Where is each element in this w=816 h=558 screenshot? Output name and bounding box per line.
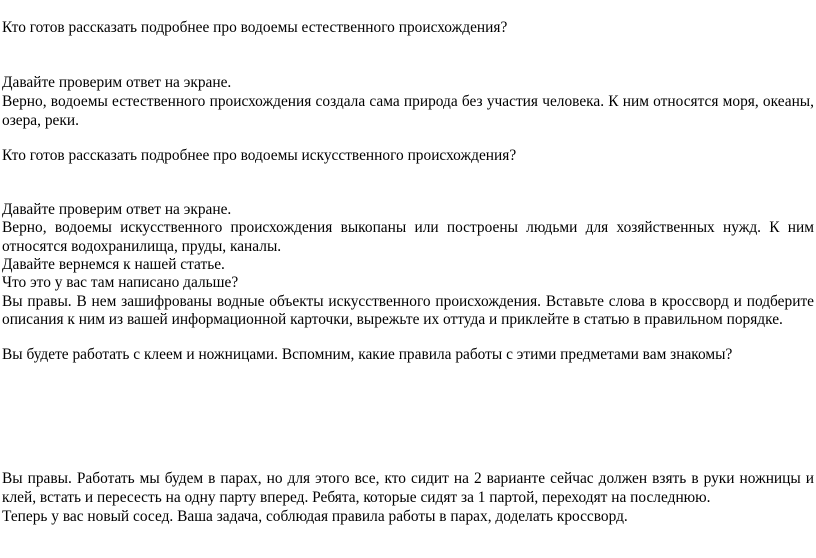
scissors-glue-rules-question: Вы будете работать с клеем и ножницами. Вспомним, какие правила работы с этими предметами вам знакомы?: [2, 346, 733, 363]
question-natural-water-bodies: Кто готов рассказать подробнее про водоемы естественного происхождения?: [2, 19, 508, 36]
answer-artificial-line-1: Верно, водоемы искусственного происхождения выкопаны или построены людьми для хозяйственных нужд. К ним: [2, 219, 814, 236]
pair-work-line-1: Вы правы. Работать мы будем в парах, но для этого все, кто сидит на 2 варианте сейчас должен взять в руки ножницы и: [2, 470, 814, 487]
crossword-instruction-line-2: описания к ним из вашей информационной карточки, вырежьте их оттуда и приклейте в статью в правильном порядке.: [2, 311, 783, 328]
answer-artificial-line-2: относятся водохранилища, пруды, каналы.: [2, 238, 282, 255]
crossword-instruction-line-1: Вы правы. В нем зашифрованы водные объекты искусственного происхождения. Вставьте слова в кроссворд и подберите: [2, 293, 814, 310]
question-what-is-written: Что это у вас там написано дальше?: [2, 274, 239, 291]
return-to-article-text: Давайте вернемся к нашей статье.: [2, 256, 225, 273]
question-artificial-water-bodies: Кто готов рассказать подробнее про водоемы искусственного происхождения?: [2, 147, 517, 164]
answer-natural-line-1: Верно, водоемы естественного происхождения создала сама природа без участия человека. К ним относятся моря, океаны,: [2, 93, 814, 110]
pair-work-line-3: Теперь у вас новый сосед. Ваша задача, соблюдая правила работы в парах, доделать кроссворд.: [2, 508, 628, 525]
check-answer-text: Давайте проверим ответ на экране.: [2, 74, 232, 91]
pair-work-line-2: клей, встать и пересесть на одну парту вперед. Ребята, которые сидят за 1 партой, переходят на последнюю.: [2, 489, 711, 506]
check-answer-text: Давайте проверим ответ на экране.: [2, 201, 232, 218]
answer-natural-line-2: озера, реки.: [2, 112, 79, 129]
